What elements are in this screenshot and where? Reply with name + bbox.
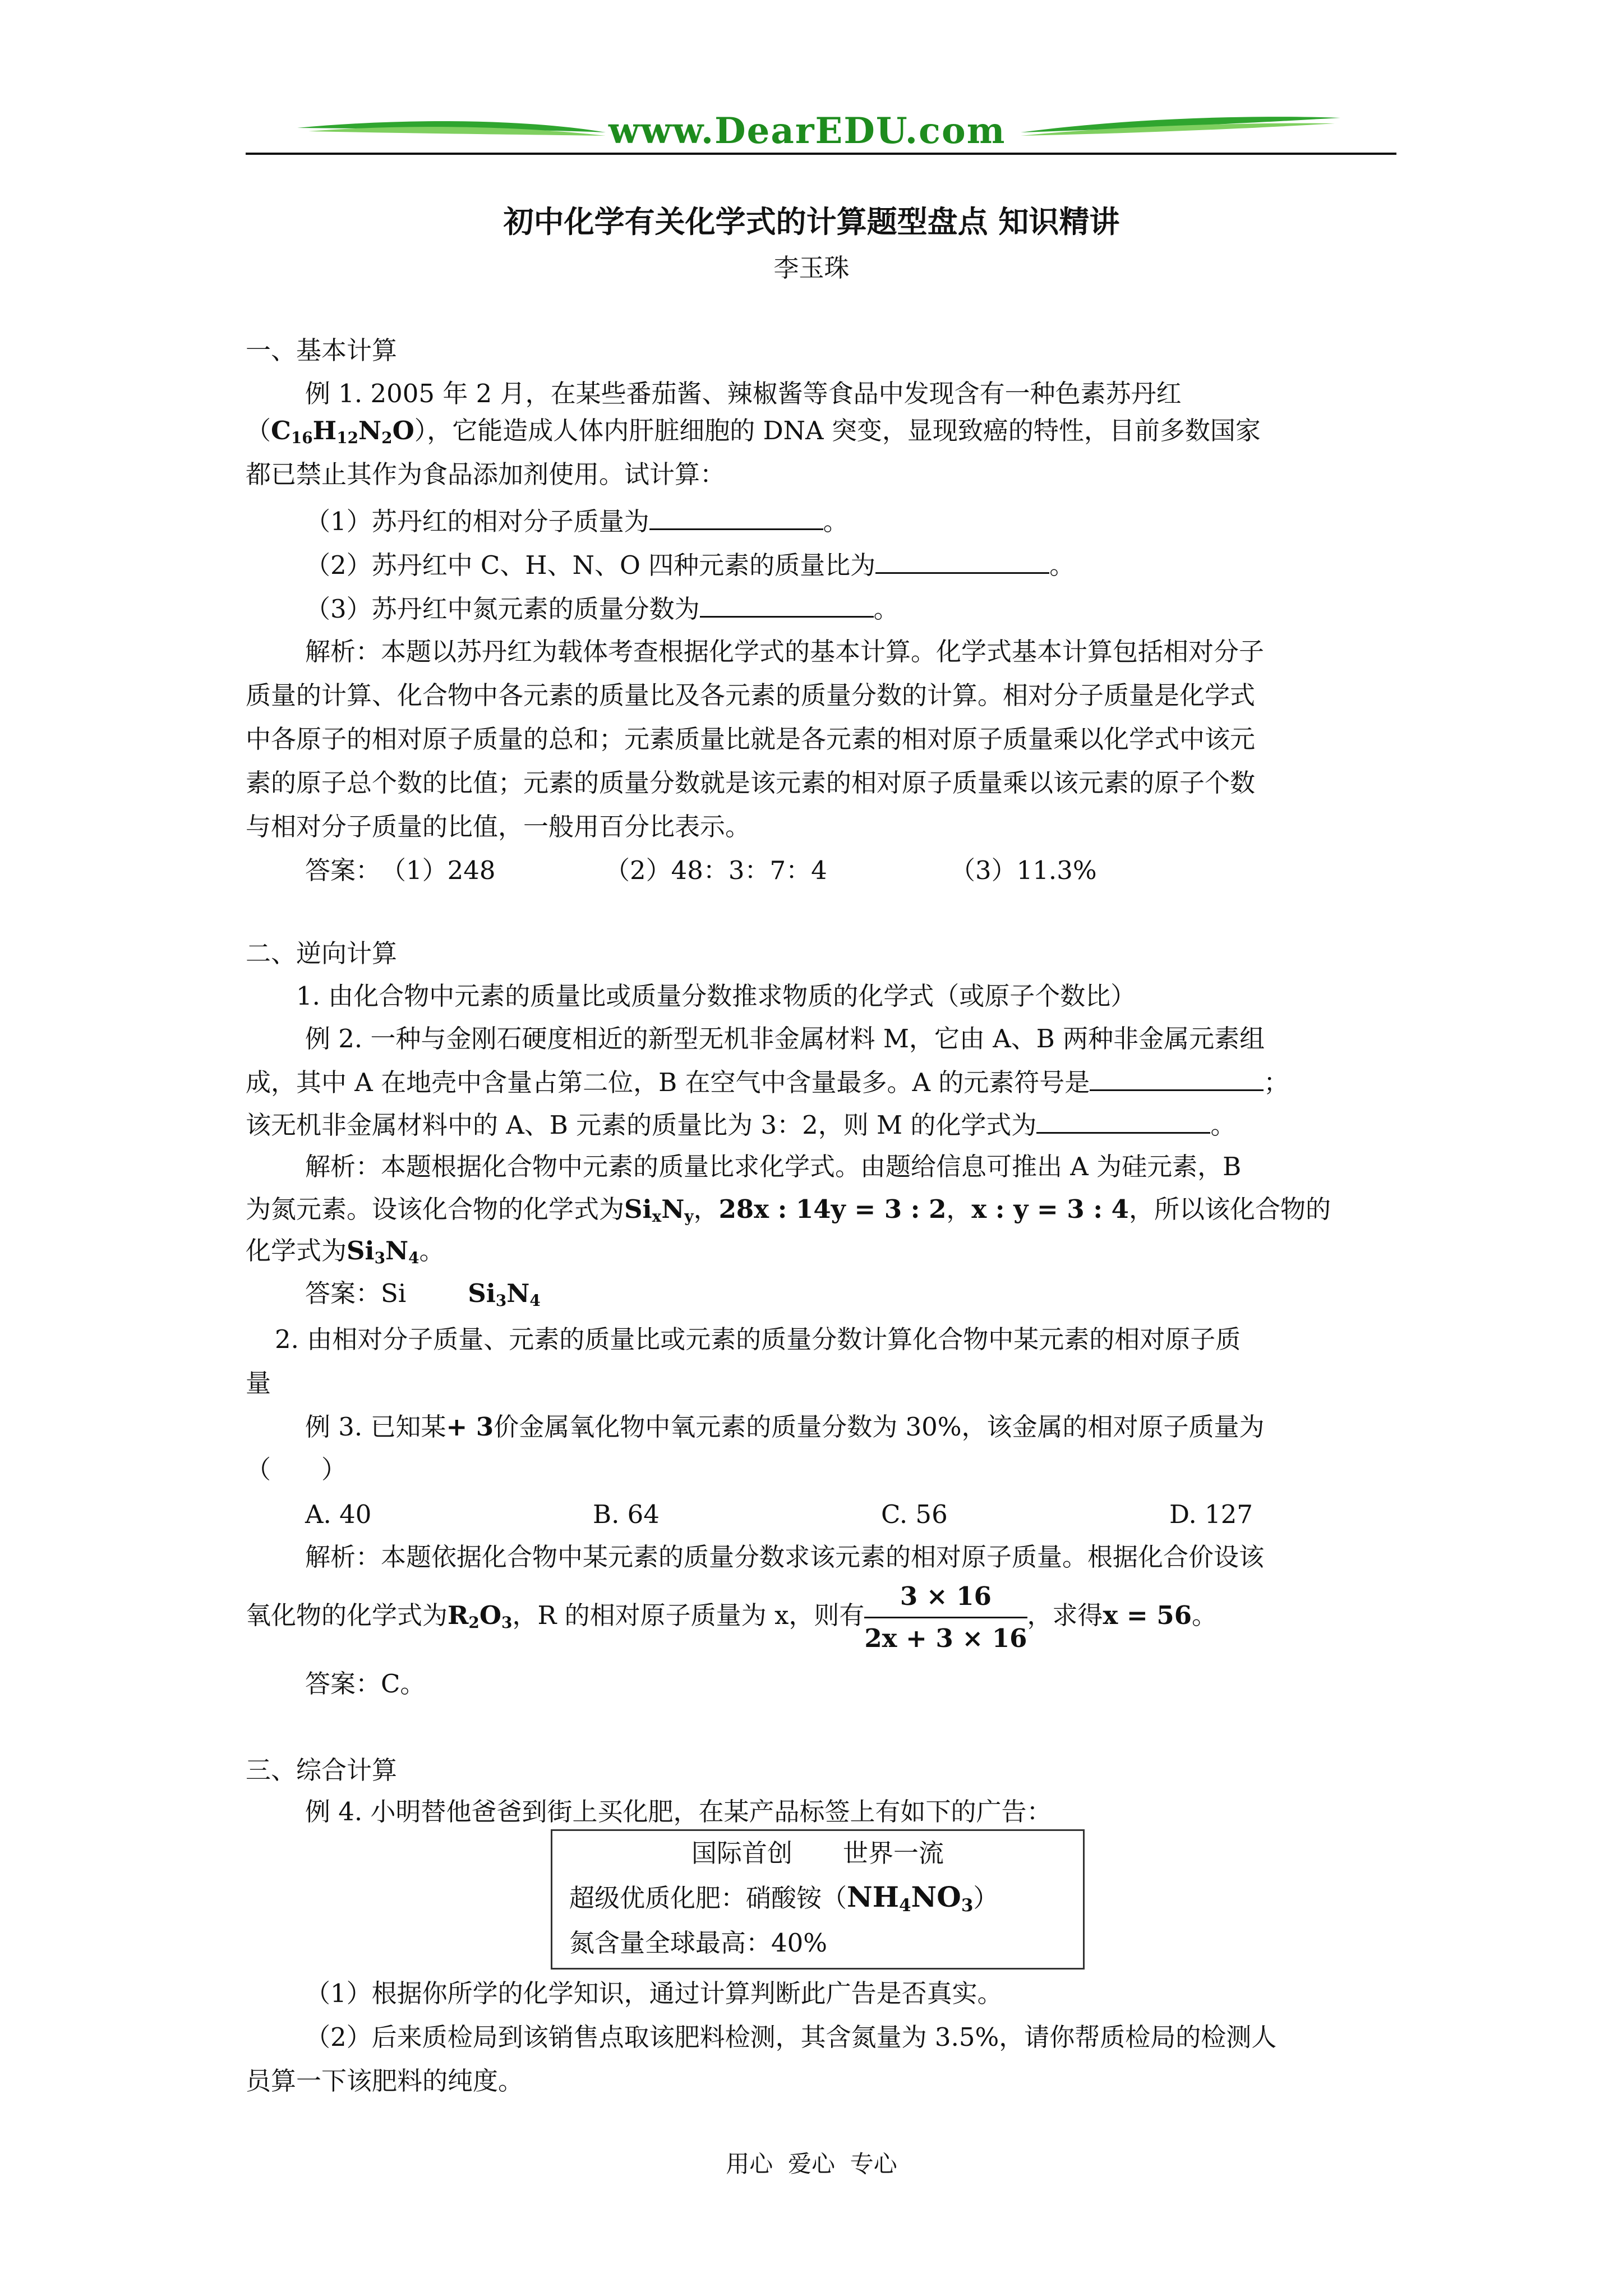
author: 李玉珠 <box>773 253 850 283</box>
page-title: 初中化学有关化学式的计算题型盘点 知识精讲 <box>503 204 1120 240</box>
subsection2-line1: 2. 由相对分子质量、元素的质量比或元素的质量分数计算化合物中某元素的相对原子质 <box>275 1324 1241 1354</box>
answer2: 答案：Si $Si_3N_4$ <box>305 1278 541 1310</box>
section1-heading: 一、基本计算 <box>246 335 398 365</box>
section3-heading: 三、综合计算 <box>246 1755 398 1785</box>
subsection2-line2: 量 <box>246 1368 271 1398</box>
option-a: A. 40 <box>305 1499 372 1529</box>
analysis1-line1: 解析：本题以苏丹红为载体考查根据化学式的基本计算。化学式基本计算包括相对分子 <box>305 637 1265 666</box>
example1-line3: 都已禁止其作为食品添加剂使用。试计算： <box>246 459 726 489</box>
formula-si3n4: $Si_3N_4$ <box>468 1278 541 1310</box>
question3: （3）苏丹红中氮元素的质量分数为 。 <box>305 591 899 626</box>
answer3: 答案：C。 <box>305 1669 426 1699</box>
example1-line2: $(C_{16}H_{12}N_2O)$，它能造成人体内肝脏细胞的 DNA 突变，显现致癌的特性，目前多数国家 <box>246 416 1261 447</box>
fraction-oxygen: $\frac{3 \times 16}{2x + 3 \times 16}$ <box>864 1581 1027 1653</box>
option-d: D. 127 <box>1169 1499 1253 1529</box>
analysis3-line2: 氧化物的化学式为$R_2O_3$，R 的相对原子质量为 x，则有 $\frac{3 \times 16}{2x + 3 \times 16}$ ，求得x = 56。 <box>246 1581 1218 1653</box>
formula-sudan: $C_{16}H_{12}N_2O$ <box>271 416 414 447</box>
answer-blank[interactable] <box>1090 1065 1264 1091</box>
ad-line1: 国际首创 世界一流 <box>691 1838 944 1868</box>
analysis3-line1: 解析：本题依据化合物中某元素的质量分数求该元素的相对原子质量。根据化合价设该 <box>305 1542 1265 1572</box>
example2-line2: 成，其中 A 在地壳中含量占第二位，B 在空气中含量最多。A 的元素符号是 ； <box>246 1065 1289 1099</box>
example1-line1: 例 1. 2005 年 2 月，在某些番茄酱、辣椒酱等食品中发现含有一种色素苏丹红 <box>305 379 1182 408</box>
formula-r2o3: $R_2O_3$ <box>448 1600 513 1632</box>
formula-si3n4: $Si_3N_4$ <box>347 1236 419 1267</box>
answer1-part3: （3）11.3% <box>950 855 1097 885</box>
question4-1: （1）根据你所学的化学知识，通过计算判断此广告是否真实。 <box>305 1978 1003 2008</box>
ad-line2: 超级优质化肥：硝酸铵$(NH_4NO_3)$ <box>569 1880 999 1916</box>
answer1-part2: （2）48：3：7：4 <box>605 855 827 885</box>
answer-blank[interactable] <box>649 504 823 530</box>
answer1-label: 答案： <box>305 855 381 885</box>
subsection1: 1. 由化合物中元素的质量比或质量分数推求物质的化学式（或原子个数比） <box>296 981 1136 1011</box>
option-c: C. 56 <box>881 1499 948 1529</box>
option-b: B. 64 <box>593 1499 660 1529</box>
example3-paren: （ ） <box>246 1455 347 1484</box>
analysis1-line2: 质量的计算、化合物中各元素的质量比及各元素的质量分数的计算。相对分子质量是化学式 <box>246 680 1256 710</box>
example3-line1: 例 3. 已知某+ 3价金属氧化物中氧元素的质量分数为 30%，该金属的相对原子质量为 <box>305 1412 1265 1442</box>
valence-plus3: + 3 <box>446 1412 494 1442</box>
example2-line3: 该无机非金属材料中的 A、B 元素的质量比为 3：2，则 M 的化学式为 。 <box>246 1107 1235 1142</box>
formula-nh4no3: $NH_4NO_3$ <box>847 1880 974 1916</box>
question4-2-line2: 员算一下该肥料的纯度。 <box>246 2066 524 2096</box>
equation-atom-ratio: x : y = 3 : 4 <box>971 1194 1129 1224</box>
answer-blank[interactable] <box>875 547 1049 574</box>
analysis2-line1: 解析：本题根据化合物中元素的质量比求化学式。由题给信息可推出 A 为硅元素，B <box>305 1152 1242 1181</box>
example4: 例 4. 小明替他爸爸到街上买化肥，在某产品标签上有如下的广告： <box>305 1797 1052 1826</box>
ad-line3: 氮含量全球最高：40% <box>569 1928 828 1958</box>
answer-blank[interactable] <box>1036 1107 1210 1134</box>
section2-heading: 二、逆向计算 <box>246 938 398 968</box>
example2-line1: 例 2. 一种与金刚石硬度相近的新型无机非金属材料 M，它由 A、B 两种非金属元素组 <box>305 1024 1265 1053</box>
equation-mass-ratio: 28x : 14y = 3 : 2 <box>718 1194 947 1224</box>
analysis2-line3: 化学式为$Si_3N_4$。 <box>246 1236 445 1267</box>
question1: （1）苏丹红的相对分子质量为 。 <box>305 504 849 539</box>
footer-slogan: 用心 爱心 专心 <box>726 2150 897 2178</box>
answer1-part1: （1）248 <box>381 855 496 885</box>
analysis2-line2: 为氮元素。设该化合物的化学式为$Si_xN_y$，28x : 14y = 3 : 2，x : y = 3 : 4，所以该化合物的 <box>246 1194 1331 1226</box>
analysis1-line4: 素的原子总个数的比值；元素的质量分数就是该元素的相对原子质量乘以该元素的原子个数 <box>246 768 1256 798</box>
analysis1-line3: 中各原子的相对原子质量的总和；元素质量比就是各元素的相对原子质量乘以化学式中该元 <box>246 724 1256 754</box>
formula-sixny: $Si_xN_y$ <box>624 1194 694 1226</box>
result-x: x = 56 <box>1103 1600 1192 1630</box>
advertisement-box <box>551 1829 1085 1970</box>
analysis1-line5: 与相对分子质量的比值，一般用百分比表示。 <box>246 812 751 841</box>
question2: （2）苏丹红中 C、H、N、O 四种元素的质量比为 。 <box>305 547 1075 582</box>
question4-2-line1: （2）后来质检局到该销售点取该肥料检测，其含氮量为 3.5%，请你帮质检局的检测人 <box>305 2022 1277 2052</box>
header-rule <box>246 153 1396 155</box>
answer-blank[interactable] <box>700 591 874 618</box>
logo-text: www.DearEDU.com <box>608 110 1006 152</box>
